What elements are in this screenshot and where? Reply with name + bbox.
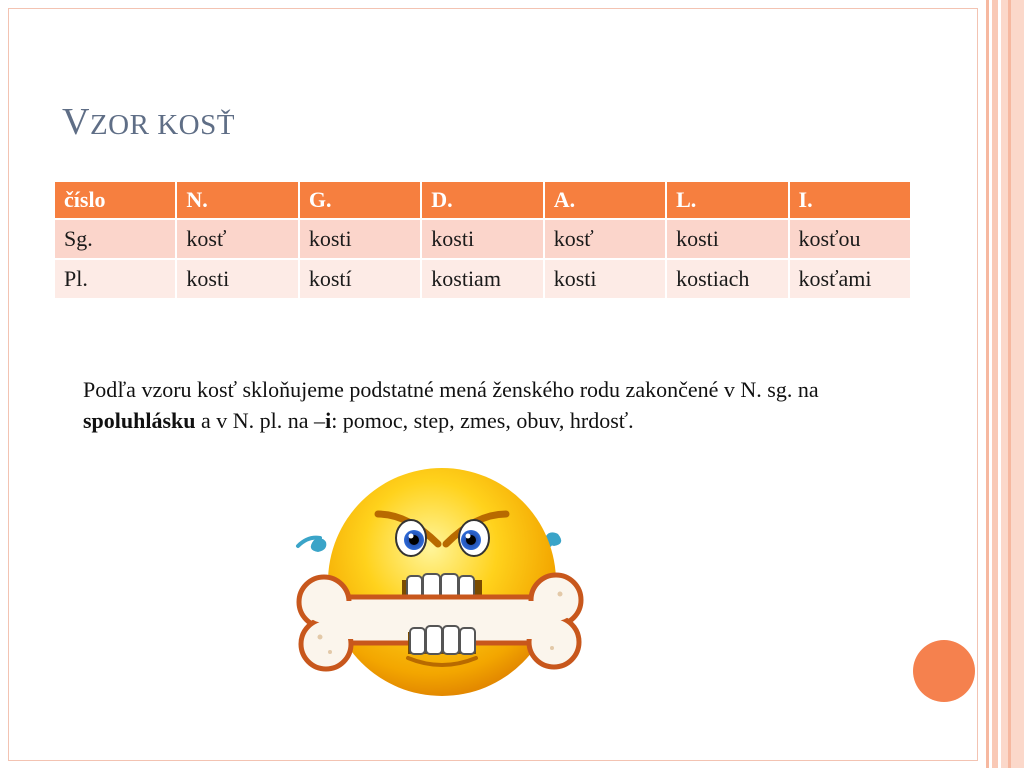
- slide-title: [62, 100, 235, 144]
- header-dative: D.: [421, 181, 543, 219]
- table-cell: kosti: [421, 219, 543, 259]
- header-instrumental: I.: [789, 181, 911, 219]
- header-genitive: G.: [299, 181, 421, 219]
- header-locative: L.: [666, 181, 788, 219]
- table-cell: kosťami: [789, 259, 911, 299]
- table-cell: Pl.: [54, 259, 176, 299]
- table-cell: kosti: [544, 259, 666, 299]
- table-header-row: [54, 181, 911, 219]
- table-cell: kosťou: [789, 219, 911, 259]
- table-cell: kosti: [299, 219, 421, 259]
- paragraph-text-2: a v N. pl. na –: [195, 408, 326, 433]
- paragraph-text-1: Podľa vzoru kosť skloňujeme podstatné mená ženského rodu zakončené v N. sg. na: [83, 377, 819, 402]
- header-cislo: číslo: [54, 181, 176, 219]
- paragraph-text-3: : pomoc, step, zmes, obuv, hrdosť.: [331, 408, 634, 433]
- header-accusative: A.: [544, 181, 666, 219]
- table-cell: kosť: [176, 219, 298, 259]
- title-first-letter: V: [62, 101, 90, 143]
- table-cell: kosti: [176, 259, 298, 299]
- header-nominative: N.: [176, 181, 298, 219]
- explanation-paragraph: [83, 374, 873, 436]
- table-cell: kostiam: [421, 259, 543, 299]
- table-cell: kostiach: [666, 259, 788, 299]
- edge-stripe-1: [986, 0, 989, 768]
- edge-stripe-3: [1001, 0, 1024, 768]
- table-cell: kosti: [666, 219, 788, 259]
- table-row-singular: [54, 219, 911, 259]
- accent-circle: [913, 640, 975, 702]
- edge-stripe-4: [1008, 0, 1011, 768]
- table-cell: kosť: [544, 219, 666, 259]
- declension-table: [53, 180, 912, 300]
- angry-face-biting-bone-icon: [290, 462, 590, 712]
- title-rest: ZOR KOSŤ: [89, 109, 235, 141]
- table-row-plural: [54, 259, 911, 299]
- paragraph-bold-1: spoluhlásku: [83, 408, 196, 433]
- edge-stripe-2: [992, 0, 998, 768]
- table-cell: kostí: [299, 259, 421, 299]
- table-cell: Sg.: [54, 219, 176, 259]
- paragraph-bold-2: i: [325, 408, 332, 433]
